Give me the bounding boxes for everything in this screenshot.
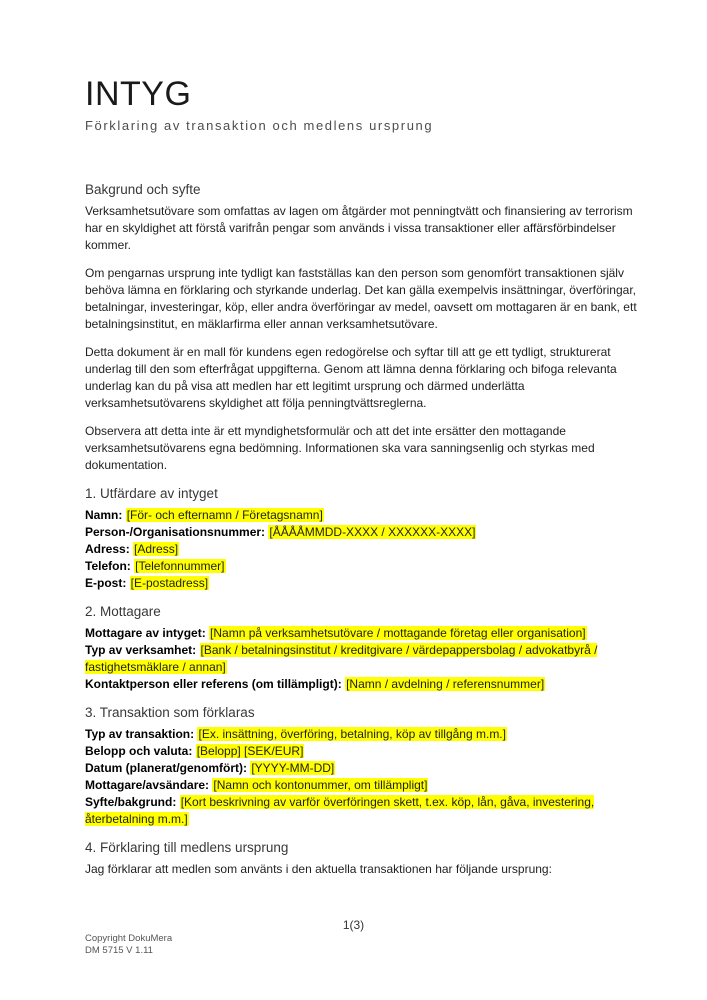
footer-meta	[85, 933, 172, 957]
field-label-typ-av-verksamhet: Typ av verksamhet:	[85, 643, 197, 657]
field-label-typ-av-transaktion: Typ av transaktion:	[85, 727, 195, 741]
field-label-syfte-bakgrund: Syfte/bakgrund:	[85, 795, 177, 809]
intro-paragraph-4: Observera att detta inte är ett myndighetsformulär och att det inte ersätter den mottagande verksamhetsutövarens egna bedömning. Informationen ska vara sanningsenlig och styrkas med dokumentation.	[85, 424, 595, 472]
field-row-kontaktperson	[85, 676, 647, 693]
intro-paragraph-2: Om pengarnas ursprung inte tydligt kan fastställas kan den person som genomfört transaktionen själv behöva lämna en förklaring och styrkande underlag. Det kan gälla exempelvis insättningar, överföringar, betalningar, investeringar, köp, eller andra överföringar av medel, oavsett om mottagaren är en bank, ett betalningsinstitut, en mäklarfirma eller annan verksamhetsutövare.	[85, 266, 637, 331]
field-row-belopp-och-valuta	[85, 743, 647, 760]
field-placeholder-adress[interactable]: [Adress]	[134, 542, 179, 556]
section-1-heading: 1. Utfärdare av intyget	[85, 486, 218, 501]
field-row-telefon	[85, 558, 647, 575]
field-placeholder-mottagare-avsandare[interactable]: [Namn och kontonummer, om tillämpligt]	[213, 778, 428, 792]
field-label-kontaktperson: Kontaktperson eller referens (om tillämpligt):	[85, 677, 342, 691]
section-2-heading: 2. Mottagare	[85, 604, 161, 619]
footer-copyright: Copyright DokuMera	[85, 933, 173, 944]
field-row-mottagare-av-intyget	[85, 625, 647, 642]
field-label-telefon: Telefon:	[85, 559, 131, 573]
field-row-syfte-bakgrund	[85, 794, 647, 828]
field-placeholder-namn[interactable]: [För- och efternamn / Företagsnamn]	[126, 508, 323, 522]
field-placeholder-typ-av-verksamhet[interactable]: [Bank / betalningsinstitut / kreditgivare / värdepappersbolag / advokatbyrå / fastighetsmäklare / annan]	[85, 643, 598, 674]
field-row-epost	[85, 575, 647, 592]
field-placeholder-syfte-bakgrund[interactable]: [Kort beskrivning av varför överföringen skett, t.ex. köp, lån, gåva, investering, återbetalning m.m.]	[85, 795, 595, 826]
field-placeholder-telefon[interactable]: [Telefonnummer]	[135, 559, 225, 573]
page-subtitle: Förklaring av transaktion och medlens ursprung	[85, 118, 434, 133]
field-row-datum	[85, 760, 647, 777]
page-title: INTYG	[85, 75, 192, 113]
field-row-typ-av-transaktion	[85, 726, 647, 743]
field-label-belopp-och-valuta: Belopp och valuta:	[85, 744, 193, 758]
field-label-adress: Adress:	[85, 542, 130, 556]
intro-paragraph-3: Detta dokument är en mall för kundens egen redogörelse och syftar till att ge ett tydligt, strukturerat underlag till den som efterfrågat uppgifterna. Genom att lämna denna förklaring och bifoga relevanta underlag kan du på visa att medlen har ett legitimt ursprung och därmed underlätta verksamhetsutövarens skyldighet att följa penningtvättsreglerna.	[85, 345, 617, 410]
field-row-mottagare-avsandare	[85, 777, 647, 794]
section-4-heading: 4. Förklaring till medlens ursprung	[85, 840, 289, 855]
field-placeholder-kontaktperson[interactable]: [Namn / avdelning / referensnummer]	[346, 677, 545, 691]
document-content	[85, 76, 647, 889]
intro-paragraph-1: Verksamhetsutövare som omfattas av lagen om åtgärder mot penningtvätt och finansiering av terrorism har en skyldighet att förstå varifrån pengar som används i vissa transaktioner eller affärsförbindelser kommer.	[85, 204, 633, 252]
section-4-text: Jag förklarar att medlen som använts i den aktuella transaktionen har följande ursprung:	[85, 862, 552, 876]
page-number: 1(3)	[342, 918, 365, 932]
field-placeholder-mottagare-av-intyget[interactable]: [Namn på verksamhetsutövare / mottagande företag eller organisation]	[210, 626, 586, 640]
field-placeholder-epost[interactable]: [E-postadress]	[130, 576, 209, 590]
field-label-namn: Namn:	[85, 508, 123, 522]
field-placeholder-belopp-och-valuta[interactable]: [Belopp] [SEK/EUR]	[196, 744, 304, 758]
field-label-datum: Datum (planerat/genomfört):	[85, 761, 247, 775]
footer-doc-id: DM 5715 V 1.11	[85, 945, 153, 956]
field-row-orgnummer	[85, 524, 647, 541]
field-label-mottagare-av-intyget: Mottagare av intyget:	[85, 626, 206, 640]
field-row-namn	[85, 507, 647, 524]
field-label-orgnummer: Person-/Organisationsnummer:	[85, 525, 266, 539]
field-label-mottagare-avsandare: Mottagare/avsändare:	[85, 778, 210, 792]
field-placeholder-orgnummer[interactable]: [ÅÅÅÅMMDD-XXXX / XXXXXX-XXXX]	[269, 525, 476, 539]
field-placeholder-typ-av-transaktion[interactable]: [Ex. insättning, överföring, betalning, köp av tillgång m.m.]	[198, 727, 506, 741]
section-3-heading: 3. Transaktion som förklaras	[85, 705, 255, 720]
intro-heading: Bakgrund och syfte	[85, 182, 201, 197]
field-placeholder-datum[interactable]: [YYYY-MM-DD]	[251, 761, 335, 775]
field-row-adress	[85, 541, 647, 558]
field-label-epost: E-post:	[85, 576, 127, 590]
field-row-typ-av-verksamhet	[85, 642, 647, 676]
